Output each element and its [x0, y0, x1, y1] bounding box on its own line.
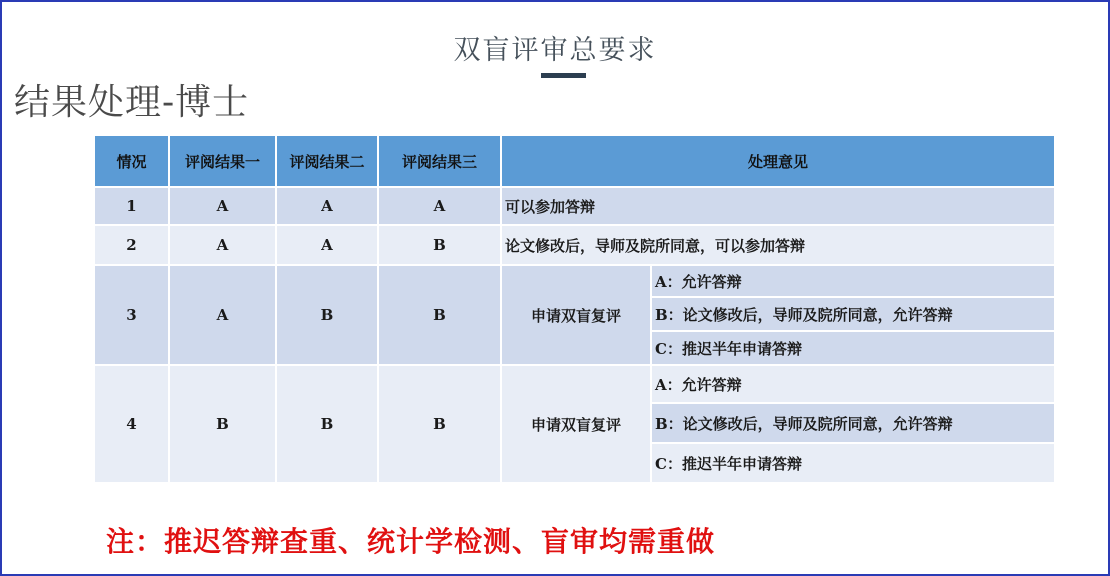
cell-result-3: A	[378, 187, 501, 225]
results-table	[93, 134, 1054, 484]
cell-opinion: 申请双盲复评	[501, 365, 651, 483]
cell-result-1: A	[169, 265, 276, 365]
cell-case: 2	[94, 225, 169, 265]
cell-case: 3	[94, 265, 169, 365]
header-result-2: 评阅结果二	[276, 135, 378, 187]
header-title: 双盲评审总要求	[453, 35, 657, 66]
cell-result-2: B	[276, 365, 378, 483]
table-row	[94, 225, 1055, 265]
cell-result-1: B	[169, 365, 276, 483]
cell-opinion: 论文修改后，导师及院所同意，可以参加答辩	[501, 225, 1055, 265]
cell-result-3: B	[378, 225, 501, 265]
table-row	[94, 365, 1055, 483]
table-row	[94, 187, 1055, 225]
cell-result-2: A	[276, 225, 378, 265]
page-title: 结果处理-博士	[14, 82, 250, 123]
table-row	[94, 265, 1055, 365]
sub-option-b: B：论文修改后，导师及院所同意，允许答辩	[652, 298, 1054, 332]
table-header-row	[94, 135, 1055, 187]
header-case: 情况	[94, 135, 169, 187]
cell-result-1: A	[169, 187, 276, 225]
cell-case: 4	[94, 365, 169, 483]
header-result-1: 评阅结果一	[169, 135, 276, 187]
cell-result-2: A	[276, 187, 378, 225]
cell-result-3: B	[378, 265, 501, 365]
cell-opinion: 可以参加答辩	[501, 187, 1055, 225]
footnote: 注：推迟答辩查重、统计学检测、盲审均需重做	[106, 525, 716, 558]
cell-result-1: A	[169, 225, 276, 265]
sub-option-b: B：论文修改后，导师及院所同意，允许答辩	[652, 404, 1054, 444]
sub-option-a: A：允许答辩	[652, 266, 1054, 298]
sub-option-c: C：推迟半年申请答辩	[652, 444, 1054, 482]
header-opinion: 处理意见	[501, 135, 1055, 187]
header-result-3: 评阅结果三	[378, 135, 501, 187]
cell-sub-options	[651, 265, 1055, 365]
cell-result-2: B	[276, 265, 378, 365]
header-underline	[541, 73, 586, 78]
cell-opinion: 申请双盲复评	[501, 265, 651, 365]
cell-case: 1	[94, 187, 169, 225]
sub-option-c: C：推迟半年申请答辩	[655, 339, 802, 358]
cell-result-3: B	[378, 365, 501, 483]
cell-sub-options	[651, 365, 1055, 483]
sub-option-a: A：允许答辩	[652, 366, 1054, 404]
